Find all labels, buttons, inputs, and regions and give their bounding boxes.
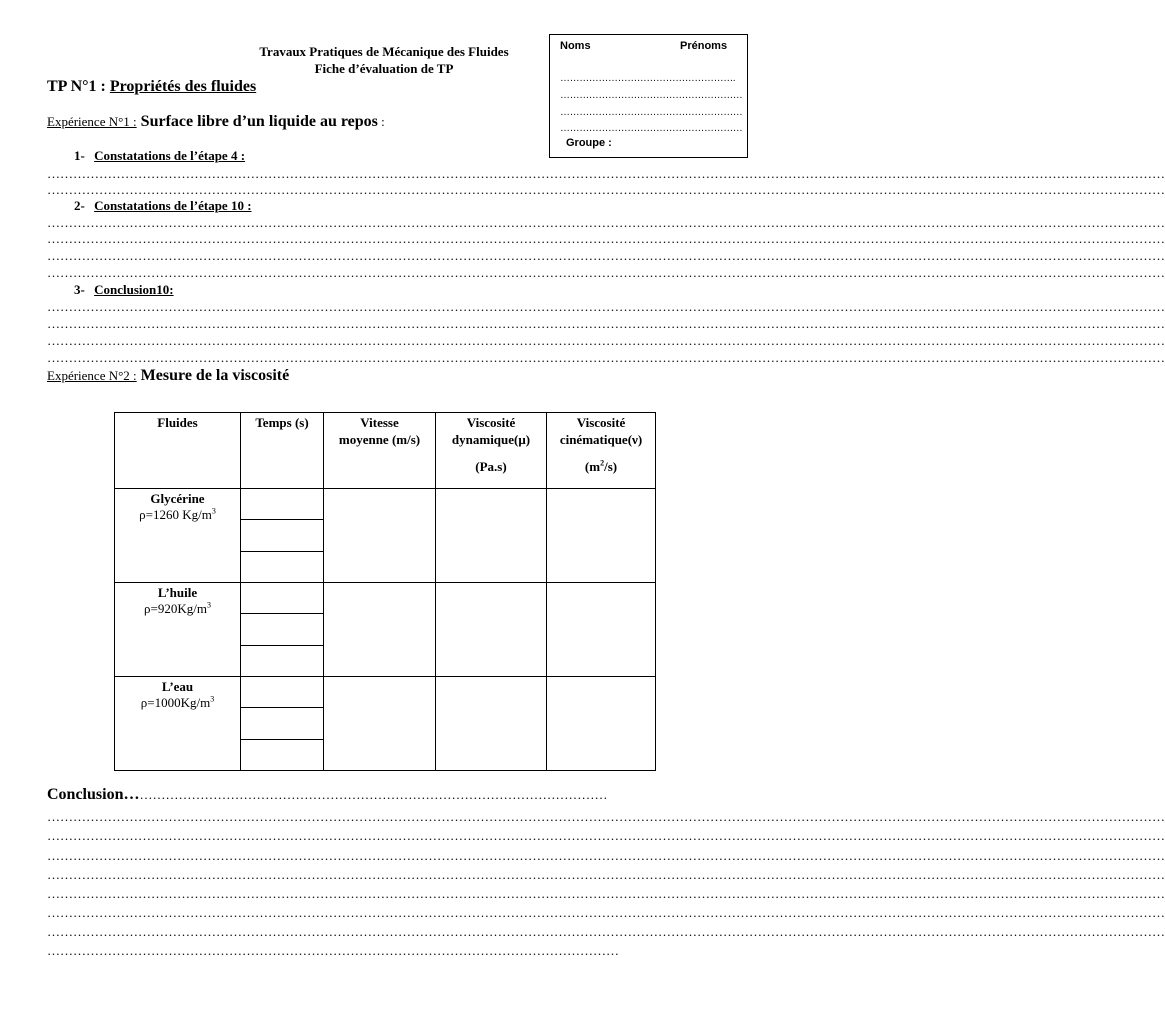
fluid-density: ρ=1260 $Kg/m^3$	[139, 506, 216, 522]
answer-line[interactable]: ……………………………………………………………………………………………………………………………………………………………………………………………………………………………………	[47, 182, 1165, 197]
exp1-suffix: :	[377, 114, 385, 129]
exp1-label: Expérience N°1 :	[47, 114, 137, 129]
name-line-2[interactable]: …………………………………………………	[560, 90, 743, 101]
viscosity-table	[114, 412, 656, 771]
answer-line[interactable]: ……………………………………………………………………………………………………………………………………………………………………………………………………………………………………	[47, 905, 1165, 920]
fluid-cell	[115, 582, 241, 676]
answer-line[interactable]: ……………………………………………………………………………………………………………………………………………………………………………………………………………………………………	[47, 316, 1165, 331]
time-cell[interactable]	[241, 551, 324, 582]
dyn-visc-cell[interactable]	[436, 582, 547, 676]
exp1-item-2	[74, 198, 252, 214]
answer-line[interactable]: ……………………………………………………………………………………………………………………………………………………………………………………………………………………………………	[47, 215, 1165, 230]
name-line-3[interactable]: …………………………………………………	[560, 107, 743, 118]
answer-line[interactable]: ……………………………………………………………………………………………………………………………………………………………………………………………………………………………………	[47, 333, 1165, 348]
speed-cell[interactable]	[324, 488, 436, 582]
answer-line[interactable]: ……………………………………………………………………………………………………………………………………………………………………………………………………………………………………	[47, 924, 1165, 939]
time-cell[interactable]	[241, 739, 324, 770]
time-cell[interactable]	[241, 676, 324, 707]
table-header-row	[115, 413, 656, 489]
header-temps: Temps (s)	[241, 413, 324, 489]
answer-line[interactable]: ……………………………………………………………………………………………………………………………………………………………………………………………………………………………………	[47, 867, 1165, 882]
conclusion-label: Conclusion…	[47, 786, 140, 803]
item-number: 2-	[74, 198, 85, 213]
dyn-visc-cell[interactable]	[436, 676, 547, 770]
fluid-name: L’eau	[161, 678, 194, 694]
item-label: Constatations de l’étape 10 :	[94, 198, 252, 213]
exp2-heading	[47, 367, 289, 385]
header-visc-cin: Viscosité cinématique(ν) $(m^2/s)$	[547, 413, 656, 489]
conclusion-trail[interactable]: ………………………………………………………………………………………………	[139, 787, 608, 802]
answer-line-last[interactable]: ……………………………………………………………………………………………………………………	[47, 943, 619, 958]
speed-cell[interactable]	[324, 582, 436, 676]
kin-visc-cell[interactable]	[547, 488, 656, 582]
header-line-2: Fiche d’évaluation de TP	[314, 61, 454, 76]
tp-title-prefix: TP N°1 :	[47, 78, 110, 95]
kin-visc-cell[interactable]	[547, 582, 656, 676]
dyn-visc-cell[interactable]	[436, 488, 547, 582]
fluid-density: $\rho=920Kg/m^3$	[144, 600, 211, 616]
name-line-1[interactable]: ……………………………………………….	[560, 73, 736, 84]
tp-title	[47, 78, 256, 96]
groupe-label: Groupe :	[566, 137, 612, 149]
prenoms-label: Prénoms	[680, 40, 728, 52]
exp2-label: Expérience N°2 :	[47, 368, 137, 383]
exp1-title: Surface libre d’un liquide au repos	[136, 113, 378, 130]
fluid-name: Glycérine	[150, 490, 205, 506]
item-label: Constatations de l’étape 4 :	[94, 148, 246, 163]
noms-label: Noms	[560, 40, 591, 52]
time-cell[interactable]	[241, 582, 324, 613]
time-cell[interactable]	[241, 488, 324, 519]
answer-line[interactable]: ……………………………………………………………………………………………………………………………………………………………………………………………………………………………………	[47, 809, 1165, 824]
kin-visc-cell[interactable]	[547, 676, 656, 770]
answer-line[interactable]: ……………………………………………………………………………………………………………………………………………………………………………………………………………………………………	[47, 231, 1165, 246]
fluid-cell	[115, 488, 241, 582]
fluid-density: $\rho=1000Kg/m^3$	[140, 694, 215, 710]
header-line-1: Travaux Pratiques de Mécanique des Fluides	[259, 44, 509, 59]
item-number: 1-	[74, 148, 85, 163]
table-row	[115, 676, 656, 707]
conclusion-heading	[47, 786, 713, 804]
time-cell[interactable]	[241, 520, 324, 551]
answer-line[interactable]: ……………………………………………………………………………………………………………………………………………………………………………………………………………………………………	[47, 828, 1165, 843]
speed-cell[interactable]	[324, 676, 436, 770]
item-number: 3-	[74, 282, 85, 297]
answer-line[interactable]: ……………………………………………………………………………………………………………………………………………………………………………………………………………………………………	[47, 350, 1165, 365]
student-id-box	[549, 34, 748, 158]
answer-line[interactable]: ……………………………………………………………………………………………………………………………………………………………………………………………………………………………………	[47, 166, 1165, 181]
header-vitesse: Vitesse moyenne (m/s)	[324, 413, 436, 489]
table-row	[115, 488, 656, 519]
exp1-heading	[47, 113, 385, 131]
name-line-4[interactable]: …………………………………………………	[560, 123, 743, 134]
answer-line[interactable]: ……………………………………………………………………………………………………………………………………………………………………………………………………………………………………	[47, 848, 1165, 863]
exp2-title: Mesure de la viscosité	[136, 367, 290, 384]
header-fluides: Fluides	[115, 413, 241, 489]
exp1-item-3	[74, 282, 174, 298]
answer-line[interactable]: ……………………………………………………………………………………………………………………………………………………………………………………………………………………………………	[47, 265, 1165, 280]
time-cell[interactable]	[241, 645, 324, 676]
time-cell[interactable]	[241, 708, 324, 739]
header-visc-dyn: Viscosité dynamique(μ) (Pa.s)	[436, 413, 547, 489]
fluid-cell	[115, 676, 241, 770]
answer-line[interactable]: ……………………………………………………………………………………………………………………………………………………………………………………………………………………………………	[47, 886, 1165, 901]
exp1-item-1	[74, 148, 245, 164]
item-label: Conclusion10:	[94, 282, 174, 297]
answer-line[interactable]: ……………………………………………………………………………………………………………………………………………………………………………………………………………………………………	[47, 248, 1165, 263]
table-row	[115, 582, 656, 613]
tp-title-name: Propriétés des fluides	[109, 78, 257, 95]
answer-line[interactable]: ……………………………………………………………………………………………………………………………………………………………………………………………………………………………………	[47, 299, 1165, 314]
time-cell[interactable]	[241, 614, 324, 645]
fluid-name: L’huile	[157, 584, 198, 600]
